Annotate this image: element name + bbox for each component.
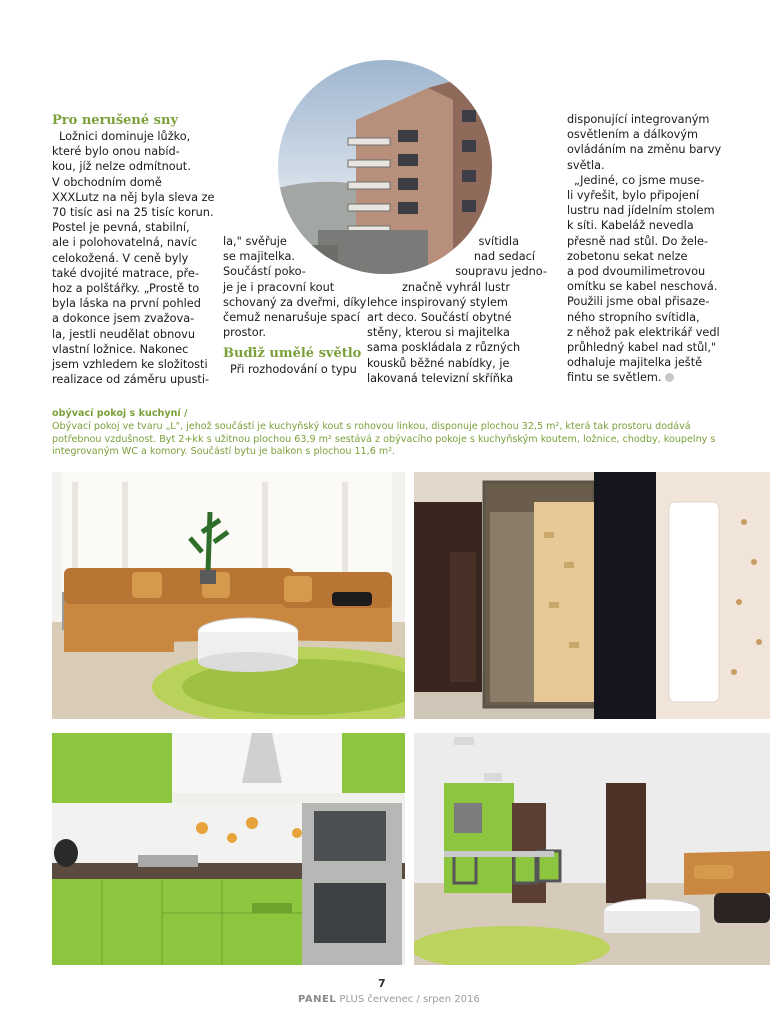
- text-line: jsem vzhledem ke složitosti: [52, 358, 208, 372]
- text-line: „Jediné, co jsme muse-: [574, 173, 705, 187]
- magazine-footer: [298, 994, 480, 1005]
- text-line: ale i polohovatelná, navíc: [52, 236, 198, 250]
- photo-hallway-wardrobe: [414, 472, 770, 719]
- page-number: 7: [378, 977, 386, 990]
- text-line: z něhož pak elektrikář vedl: [567, 325, 720, 339]
- text-line: a pod dvoumilimetrovou: [567, 265, 706, 279]
- text-line: kousků běžné nabídky, je: [367, 356, 510, 370]
- text-line: schovaný za dveřmi, díky: [223, 295, 367, 309]
- text-line: la," svěřuje: [223, 235, 287, 248]
- text-line: je je i pracovní kout: [223, 280, 335, 294]
- text-line: a dokonce jsem zvažova-: [52, 312, 195, 326]
- text-line: značně vyhrál lustr: [402, 280, 511, 294]
- text-line: [567, 370, 737, 385]
- photo-caption: [52, 408, 732, 459]
- text-column-1: [52, 113, 215, 387]
- caption-title: obývací pokoj s kuchyní /: [52, 408, 188, 419]
- text-line: průhledný kabel nad stůl,": [567, 341, 717, 355]
- text-line: ovládáním na změnu barvy: [567, 143, 722, 157]
- text-line: lakovaná televizní skříňka: [367, 371, 514, 385]
- text-line: svítidla: [478, 235, 519, 248]
- text-line: XXXLutz na něj byla sleva ze: [52, 190, 215, 204]
- text-column-4: [567, 112, 737, 386]
- text-line: la, jestli neudělat obnovu: [52, 327, 195, 341]
- text-line: celokožená. V ceně byly: [52, 251, 189, 265]
- text-line-end: fintu se světlem.: [567, 371, 662, 385]
- text-line: přesně nad stůl. Do želе-: [567, 234, 708, 248]
- section-heading-budiz-umele-svetlo: Buďiž umělé světlo: [223, 346, 362, 362]
- text-line: ného stropního svítidla,: [567, 310, 700, 324]
- text-column-2: [223, 234, 373, 378]
- text-line: které bylo onou nabíd-: [52, 145, 180, 159]
- text-column-3-lower: [367, 280, 547, 386]
- text-line: hoz a polštářky. „Prostě to: [52, 282, 200, 296]
- text-line: Při rozhodování o typu: [230, 363, 357, 377]
- text-line: prostor.: [223, 326, 266, 340]
- end-mark-icon: [665, 373, 674, 382]
- text-line: stěny, kterou si majitelka: [367, 326, 510, 340]
- text-line: soupravu jedno-: [455, 265, 547, 279]
- text-line: V obchodním domě: [52, 175, 162, 189]
- caption-text: Obývací pokoj ve tvaru „L", jehož součástí je kuchyňský kout s rohovou linkou, disponuje plochou 32,5 m², která tak prostoru dodává potřebnou vzdušnost. Byt 2+kk s užitnou plochou 63,9 m² sestává z obývacího pokoje s kuchyňským koutem, ložnice, chodby, koupelny s integrovaným WC a komory. Součástí bytu je balkon s plochou 11,6 m².: [52, 420, 716, 458]
- footer-issue: červenec / srpen 2016: [367, 994, 480, 1005]
- text-column-3: [367, 234, 547, 280]
- text-line: Postel je pevná, stabilní,: [52, 221, 190, 235]
- text-line: sama poskládala z různých: [367, 341, 521, 355]
- text-line: art deco. Součástí obytné: [367, 311, 512, 324]
- footer-brand: PANEL: [298, 994, 337, 1005]
- text-line: k síti. Kabeláž nevedla: [567, 219, 694, 233]
- text-line: omítku se kabel neschová.: [567, 280, 718, 294]
- photo-living-dining-area: [414, 733, 770, 965]
- text-line: vlastní ložnice. Nakonec: [52, 342, 189, 356]
- text-line: Součástí poko-: [223, 265, 306, 279]
- text-line: zobetonu sekat nelze: [567, 249, 688, 263]
- text-line: byla láska na první pohled: [52, 297, 201, 311]
- text-line: odhaluje majitelka ještě: [567, 356, 703, 370]
- text-line: světla.: [567, 158, 605, 172]
- text-line: li vyřešit, bylo připojení: [567, 189, 700, 203]
- text-line: realizace od záměru upusti-: [52, 373, 210, 387]
- text-line: osvětlením a dálkovým: [567, 128, 699, 142]
- text-line: Použili jsme obal přisaze-: [567, 295, 710, 309]
- photo-green-kitchen: [52, 733, 405, 965]
- text-line: se majitelka.: [223, 250, 296, 264]
- text-line: lustru nad jídelním stolem: [567, 204, 715, 218]
- text-line: disponující integrovaným: [567, 113, 710, 126]
- text-line: čemuž nenarušuje spací: [223, 311, 360, 325]
- section-heading-pro-nerusene-sny: Pro nerušené sny: [52, 113, 179, 128]
- text-line: kou, jíž nelze odmítnout.: [52, 160, 191, 174]
- text-line: také dvojité matrace, pře-: [52, 266, 199, 280]
- text-line: Ložnici dominuje lůžko,: [59, 130, 191, 143]
- text-line: 70 tisíc asi na 25 tisíc korun.: [52, 206, 214, 220]
- text-line: nad sedací: [473, 250, 535, 264]
- text-line: lehce inspirovaný stylem: [367, 295, 508, 309]
- photo-living-room-sofa: [52, 472, 405, 719]
- footer-brand-suffix: PLUS: [339, 994, 365, 1005]
